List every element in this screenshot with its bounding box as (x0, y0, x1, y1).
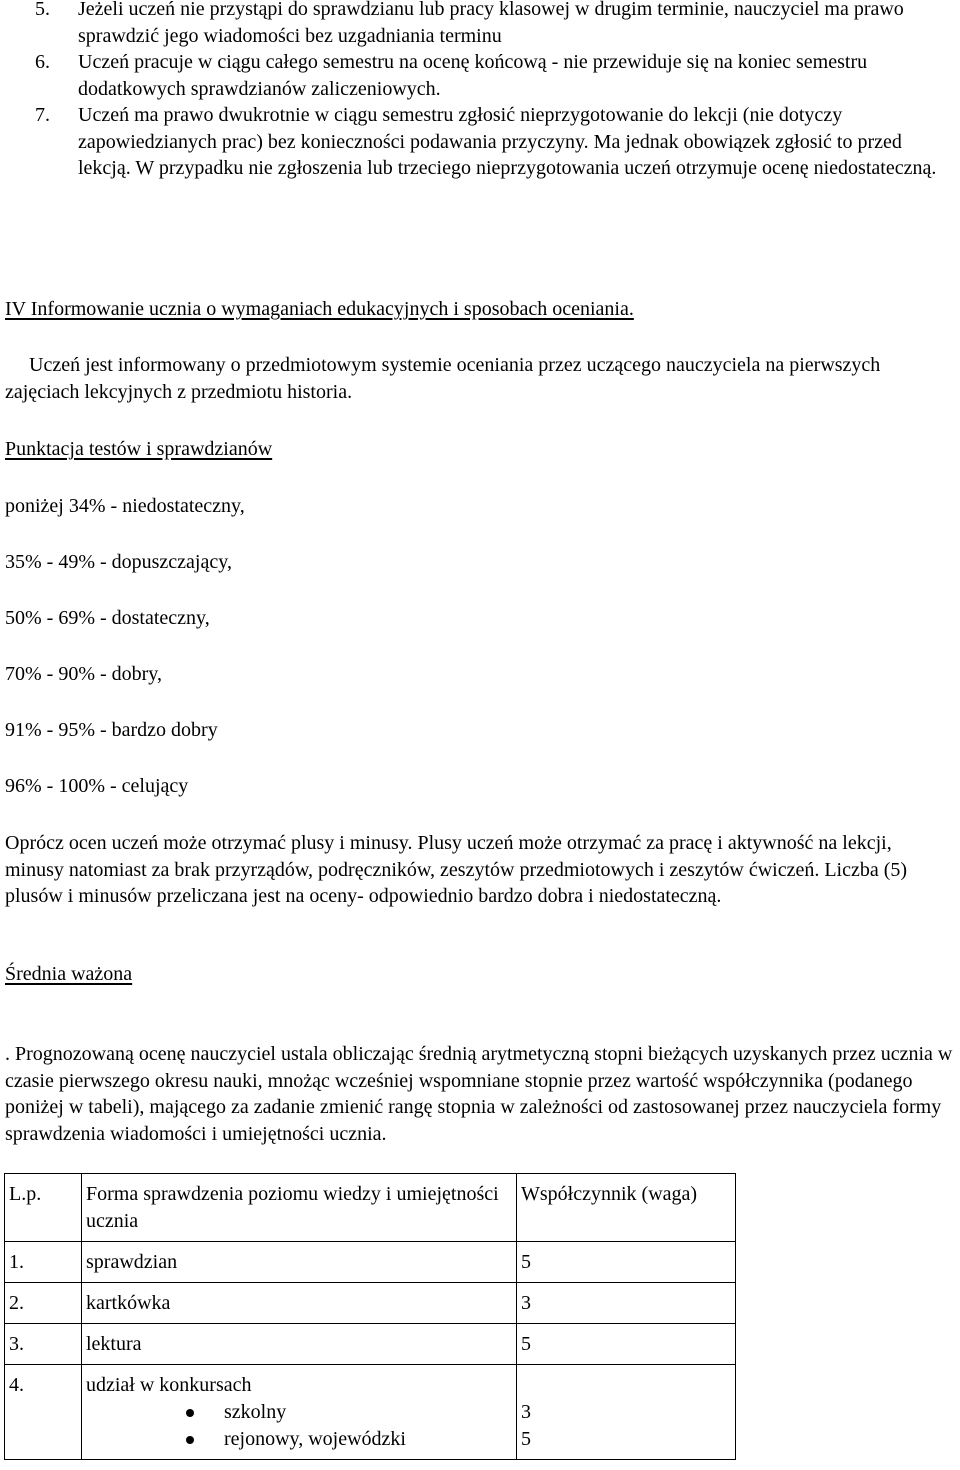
list-item (35, 0, 950, 49)
header-lp: L.p. (5, 1174, 82, 1242)
cell-form: lektura (82, 1324, 517, 1365)
sub-weight: 3 (521, 1401, 531, 1423)
plus-minus-note: Oprócz ocen uczeń może otrzymać plusy i minusy. Plusy uczeń może otrzymać za pracę i aktywność na lekcji, minusy natomiast za brak przyrządów, podręczników, zeszytów przedmiotowych i zeszytów ćwiczeń. Liczba (5) plusów i minusów przeliczana jest na oceny- odpowiednio bardzo dobra i niedostateczną. (5, 832, 908, 907)
scoring-heading: Punktacja testów i sprawdzianów (5, 438, 273, 460)
cell-weight: 3 (517, 1283, 736, 1324)
cell-lp: 1. (5, 1242, 82, 1283)
weights-table (4, 1173, 736, 1460)
list-item (35, 102, 950, 182)
cell-form: kartkówka (82, 1283, 517, 1324)
cell-weight: 5 (517, 1242, 736, 1283)
grade-item: 96% - 100% - celujący (5, 775, 189, 797)
cell-form (82, 1365, 517, 1460)
table-row (5, 1283, 736, 1324)
list-item-number: 7. (35, 104, 50, 126)
weighted-average-paragraph: . Prognozowaną ocenę nauczyciel ustala obliczając średnią arytmetyczną stopni bieżących uzyskanych przez ucznia w czasie pierwszego okresu nauki, mnożąc wcześniej wspomniane stopnie przez wartość współczynnika (podanego poniżej w tabeli), mającego za zadanie zmienić rangę stopnia w zależności od zastosowanej przez nauczyciela formy sprawdzenia wiadomości i umiejętności ucznia. (5, 1043, 953, 1145)
cell-lp: 4. (5, 1365, 82, 1460)
cell-lp: 3. (5, 1324, 82, 1365)
grade-item: 70% - 90% - dobry, (5, 663, 163, 685)
contest-level-item: szkolny (86, 1399, 512, 1426)
contest-level-item: rejonowy, wojewódzki (86, 1426, 512, 1453)
grade-item: 35% - 49% - dopuszczający, (5, 551, 232, 573)
list-item-text: Uczeń ma prawo dwukrotnie w ciągu semestru zgłosić nieprzygotowanie do lekcji (nie dotyczy zapowiedzianych prac) bez konieczności podawania przyczyny. Ma jednak obowiązek zgłosić to przed lekcją. W przypadku nie zgłoszenia lub trzeciego nieprzygotowania uczeń otrzymuje ocenę niedostateczną. (78, 104, 937, 179)
table-row (5, 1242, 736, 1283)
section-iv-paragraph: Uczeń jest informowany o przedmiotowym systemie oceniania przez uczącego nauczyciela na pierwszych zajęciach lekcyjnych z przedmiotu historia. (5, 354, 881, 403)
list-item (35, 49, 950, 102)
numbered-list (35, 0, 950, 182)
list-item-text: Uczeń pracuje w ciągu całego semestru na ocenę końcową - nie przewiduje się na koniec semestru dodatkowych sprawdzianów zaliczeniowych. (78, 51, 868, 100)
list-item-number: 6. (35, 51, 50, 73)
table-row (5, 1365, 736, 1460)
contest-level-list (86, 1399, 512, 1453)
cell-weight (517, 1365, 736, 1460)
sub-weight: 5 (521, 1428, 531, 1450)
header-form: Forma sprawdzenia poziomu wiedzy i umiejętności ucznia (82, 1174, 517, 1242)
list-item-number: 5. (35, 0, 50, 20)
cell-weight: 5 (517, 1324, 736, 1365)
weighted-average-heading: Średnia ważona (5, 963, 133, 985)
list-item-text: Jeżeli uczeń nie przystąpi do sprawdzianu lub pracy klasowej w drugim terminie, nauczyciel ma prawo sprawdzić jego wiadomości bez uzgadniania terminu (78, 0, 904, 47)
cell-form: sprawdzian (82, 1242, 517, 1283)
section-iv-heading: IV Informowanie ucznia o wymaganiach edukacyjnych i sposobach oceniania. (5, 298, 634, 320)
grade-item: 91% - 95% - bardzo dobry (5, 719, 218, 741)
cell-lp: 2. (5, 1283, 82, 1324)
grade-item: 50% - 69% - dostateczny, (5, 607, 210, 629)
grade-item: poniżej 34% - niedostateczny, (5, 495, 245, 517)
table-header-row (5, 1174, 736, 1242)
header-weight: Współczynnik (waga) (517, 1174, 736, 1242)
table-row (5, 1324, 736, 1365)
cell-form-label: udział w konkursach (86, 1374, 252, 1396)
